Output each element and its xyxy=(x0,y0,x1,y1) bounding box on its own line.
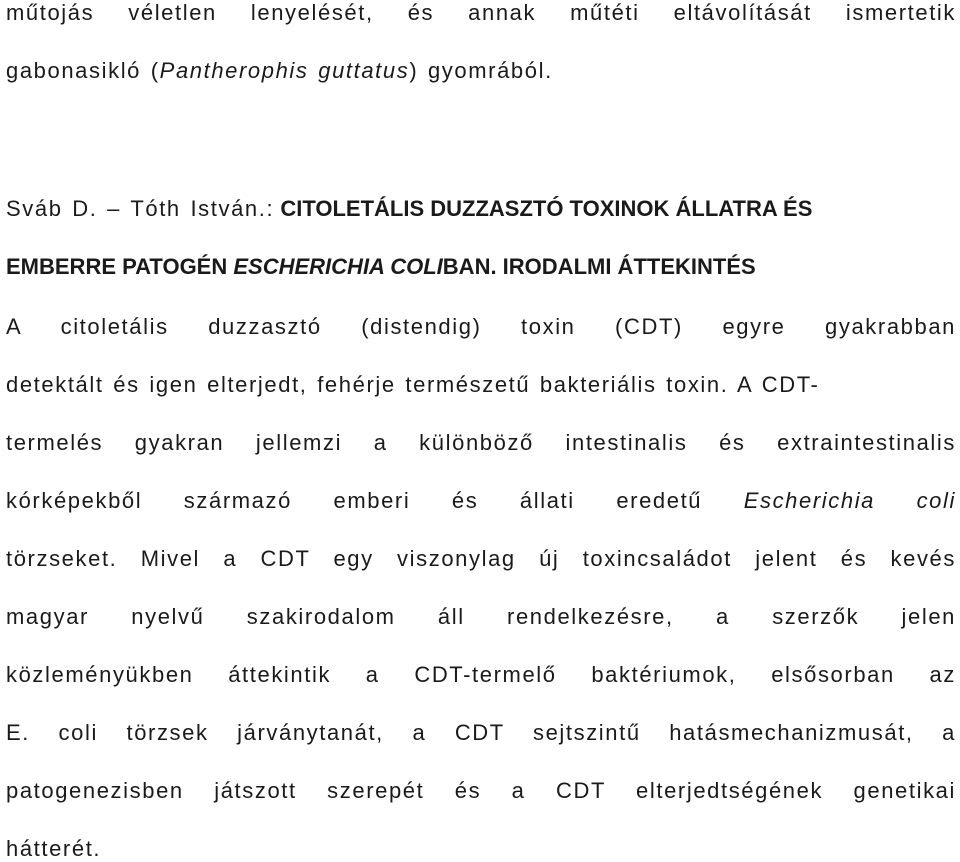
abstract-line-10: hátterét. xyxy=(6,836,102,861)
abstract-line-8: E. coli törzsek járványtanát, a CDT sejtszintű hatásmechanizmusát, a xyxy=(6,720,956,745)
abstract-line-1: A citoletális duzzasztó (distendig) toxin (CDT) egyre gyakrabban xyxy=(6,314,956,339)
article-title-part-2: EMBERRE PATOGÉN xyxy=(6,254,228,279)
species-name: Pantherophis guttatus xyxy=(159,58,410,83)
abstract-line-7: közleményükben áttekintik a CDT-termelő baktériumok, elsősorban az xyxy=(6,662,956,687)
prev-paragraph-line-1: műtojás véletlen lenyelését, és annak műtéti eltávolítását ismertetik xyxy=(6,0,956,25)
abstract-line-2: detektált és igen elterjedt, fehérje természetű bakteriális toxin. A CDT- xyxy=(6,372,820,397)
prev-text-end: ) gyomrából. xyxy=(409,58,553,83)
species-name: Escherichia coli xyxy=(743,488,956,513)
article-authors: Sváb D. – Tóth István.: xyxy=(6,196,275,221)
abstract-line-5: törzseket. Mivel a CDT egy viszonylag új toxincsaládot jelent és kevés xyxy=(6,546,956,571)
article-title-species: ESCHERICHIA COLI xyxy=(233,254,443,279)
prev-paragraph-line-2 xyxy=(6,58,956,84)
abstract-line-9: patogenezisben játszott szerepét és a CDT elterjedtségének genetikai xyxy=(6,778,956,803)
article-heading-line-2 xyxy=(6,254,956,280)
abstract-line-3: termelés gyakran jellemzi a különböző intestinalis és extraintestinalis xyxy=(6,430,956,455)
abstract-line-4: kórképekből származó emberi és állati eredetű Escherichia coli xyxy=(6,488,956,513)
abstract-line-6: magyar nyelvű szakirodalom áll rendelkezésre, a szerzők jelen xyxy=(6,604,956,629)
article-heading-line-1 xyxy=(6,196,956,222)
prev-text: gabonasikló ( xyxy=(6,58,160,83)
article-title-part-1: CITOLETÁLIS DUZZASZTÓ TOXINOK ÁLLATRA ÉS xyxy=(280,196,813,221)
article-title-part-3: BAN. IRODALMI ÁTTEKINTÉS xyxy=(442,254,756,279)
